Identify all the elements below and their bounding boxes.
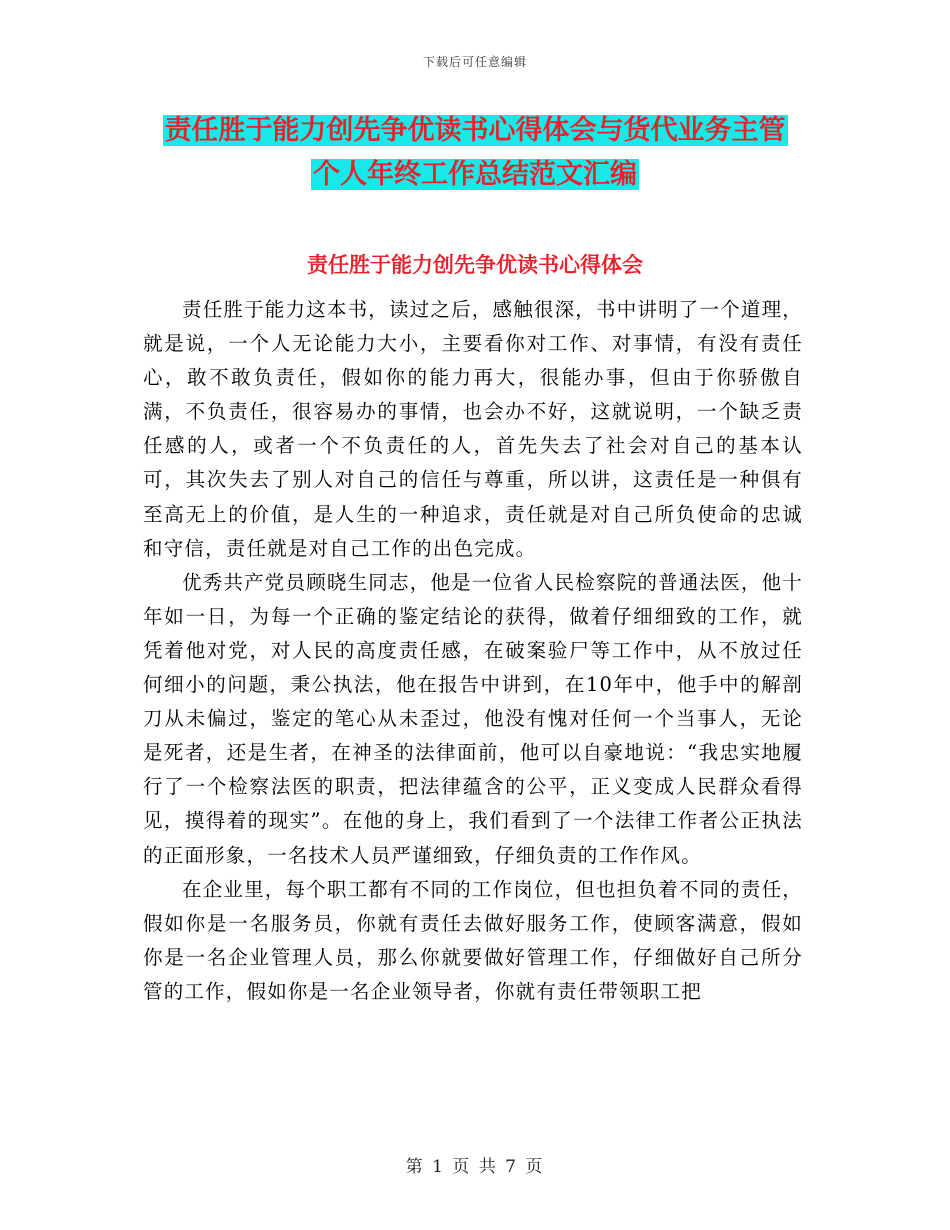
paragraph-3: 在企业里，每个职工都有不同的工作岗位，但也担负着不同的责任，假如你是一名服务员，你就有责任去做好服务工作，使顾客满意，假如你是一名企业管理人员，那么你就要做好管理工作，仔细做好自己所分管的工作，假如你是一名企业领导者，你就有责任带领职工把 (143, 877, 804, 1003)
document-title-line-1-text: 责任胜于能力创先争优读书心得体会与货代业务主管 (164, 115, 786, 146)
document-title-line-1 (0, 113, 950, 149)
document-title-line-2-text: 个人年终工作总结范文汇编 (313, 159, 637, 190)
paragraph-2: 优秀共产党员顾晓生同志，他是一位省人民检察院的普通法医，他十年如一日，为每一个正确的鉴定结论的获得，做着仔细细致的工作，就凭着他对党，对人民的高度责任感，在破案验尸等工作中，从不放过任何细小的问题，秉公执法，他在报告中讲到，在10年中，他手中的解剖刀从未偏过，鉴定的笔心从未歪过，他没有愧对任何一个当事人，无论是死者，还是生者，在神圣的法律面前，他可以自豪地说：“我忠实地履行了一个检察法医的职责，把法律蕴含的公平，正义变成人民群众看得见，摸得着的现实”。在他的身上，我们看到了一个法律工作者公正执法的正面形象，一名技术人员严谨细致，仔细负责的工作作风。 (143, 570, 804, 867)
section-title: 责任胜于能力创先争优读书心得体会 (307, 252, 643, 277)
page-footer: 第 1 页 共 7 页 (405, 1157, 545, 1177)
document-title-line-2 (0, 157, 950, 193)
body-text (143, 293, 803, 1009)
header-note: 下载后可任意编辑 (422, 55, 527, 69)
paragraph-1: 责任胜于能力这本书，读过之后，感触很深，书中讲明了一个道理，就是说，一个人无论能力大小，主要看你对工作、对事情，有没有责任心，敢不敢负责任，假如你的能力再大，很能办事，但由于你骄傲自满，不负责任，很容易办的事情，也会办不好，这就说明，一个缺乏责任感的人，或者一个不负责任的人，首先失去了社会对自己的基本认可，其次失去了别人对自己的信任与尊重，所以讲，这责任是一种俱有至高无上的价值，是人生的一种追求，责任就是对自己所负使命的忠诚和守信，责任就是对自己工作的出色完成。 (143, 298, 804, 560)
